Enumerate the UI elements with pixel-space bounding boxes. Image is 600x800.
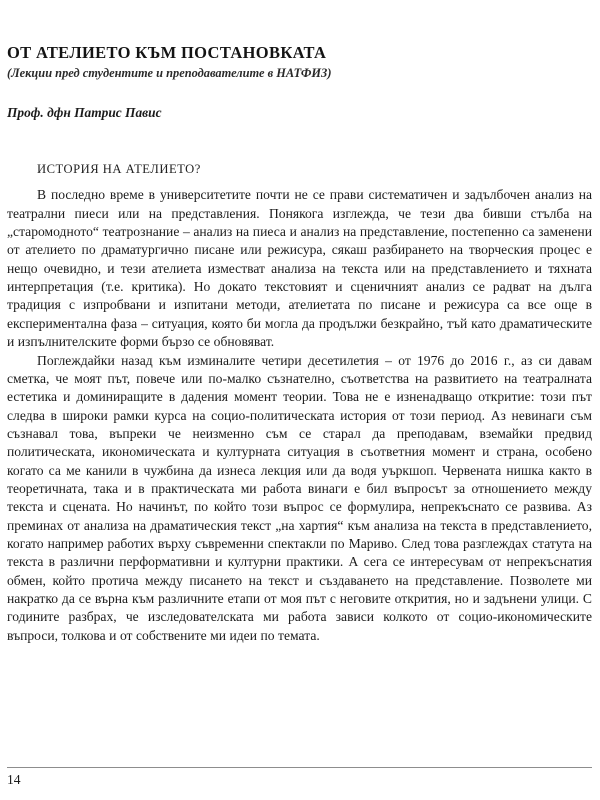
paragraph: Поглеждайки назад към изминалите четири десетилетия – от 1976 до 2016 г., аз си давам сметка, че моят път, повече или по-малко съзнателно, съответства на развитието на театралната естетика и доминиращите в дадения момент теории. Това не е изненадващо откритие: този път следва в широки рамки курса на социо-политическата история от този период. Аз невинаги съм съзнавал това, въпреки че неизменно съм се старал да преподавам, вземайки предвид политическата, икономическата и културната ситуация в съответния момент и страна, особено когато са ме канили в чужбина да изнеса лекция или да водя уъркшоп. Червената нишка както в теоретичната, така и в практическата ми работа винаги е бил въпросът за отношението между текста и сцената. Но начинът, по който този въпрос се формулира, непрекъснато се развива. Аз преминах от анализа на драматическия текст „на хартия“ към анализа на текста в представлението, когато например работих върху съвременни спектакли по Мариво. След това разглеждах статута на текста в различни перформативни и културни практики. А сега се интересувам от непрекъснатия обмен, който протича между писането на текст и създаването на представление. Позволете ми накратко да се върна към различните етапи от моя път с неговите открития, но и задънени улици. С годините разбрах, че изследователската ми работа зависи колкото от социо-икономическите въпроси, толкова и от собствените ми идеи по темата. [7, 352, 592, 643]
page-title: ОТ АТЕЛИЕТО КЪМ ПОСТАНОВКАТА [7, 43, 327, 62]
page-subtitle: (Лекции пред студентите и преподавателите в НАТФИЗ) [7, 66, 332, 81]
page-number: 14 [7, 772, 21, 787]
body-copy [7, 186, 592, 645]
page-content [7, 0, 592, 645]
author-byline: Проф. дфн Патрис Павис [7, 105, 162, 121]
title-block [7, 44, 592, 121]
section-heading: ИСТОРИЯ НА АТЕЛИЕТО? [37, 162, 201, 177]
footer-divider [7, 767, 592, 768]
paragraph: В последно време в университетите почти не се прави систематичен и задълбочен анализ на театрални пиеси или на представления. Понякога изглежда, че тези два бивши стълба на „старомодното“ театрознание – анализ на пиеса и анализ на представление, постепенно са заменени от ателието по драматургично писане или режисура, сякаш разбирането на творческия процес е нещо очевидно, и тези ателиета изместват анализа на текста или на представлението и тяхната интерпретация (т.е. критика). Но докато текстовият и сценичният анализ се радват на дълга традиция с изпробвани и изпитани методи, ателиетата по писане и режисура са все още в експериментална фаза – ситуация, която би могла да продължи безкрайно, тъй като драматическите и изпълнителските форми бързо се обновяват. [7, 187, 592, 350]
